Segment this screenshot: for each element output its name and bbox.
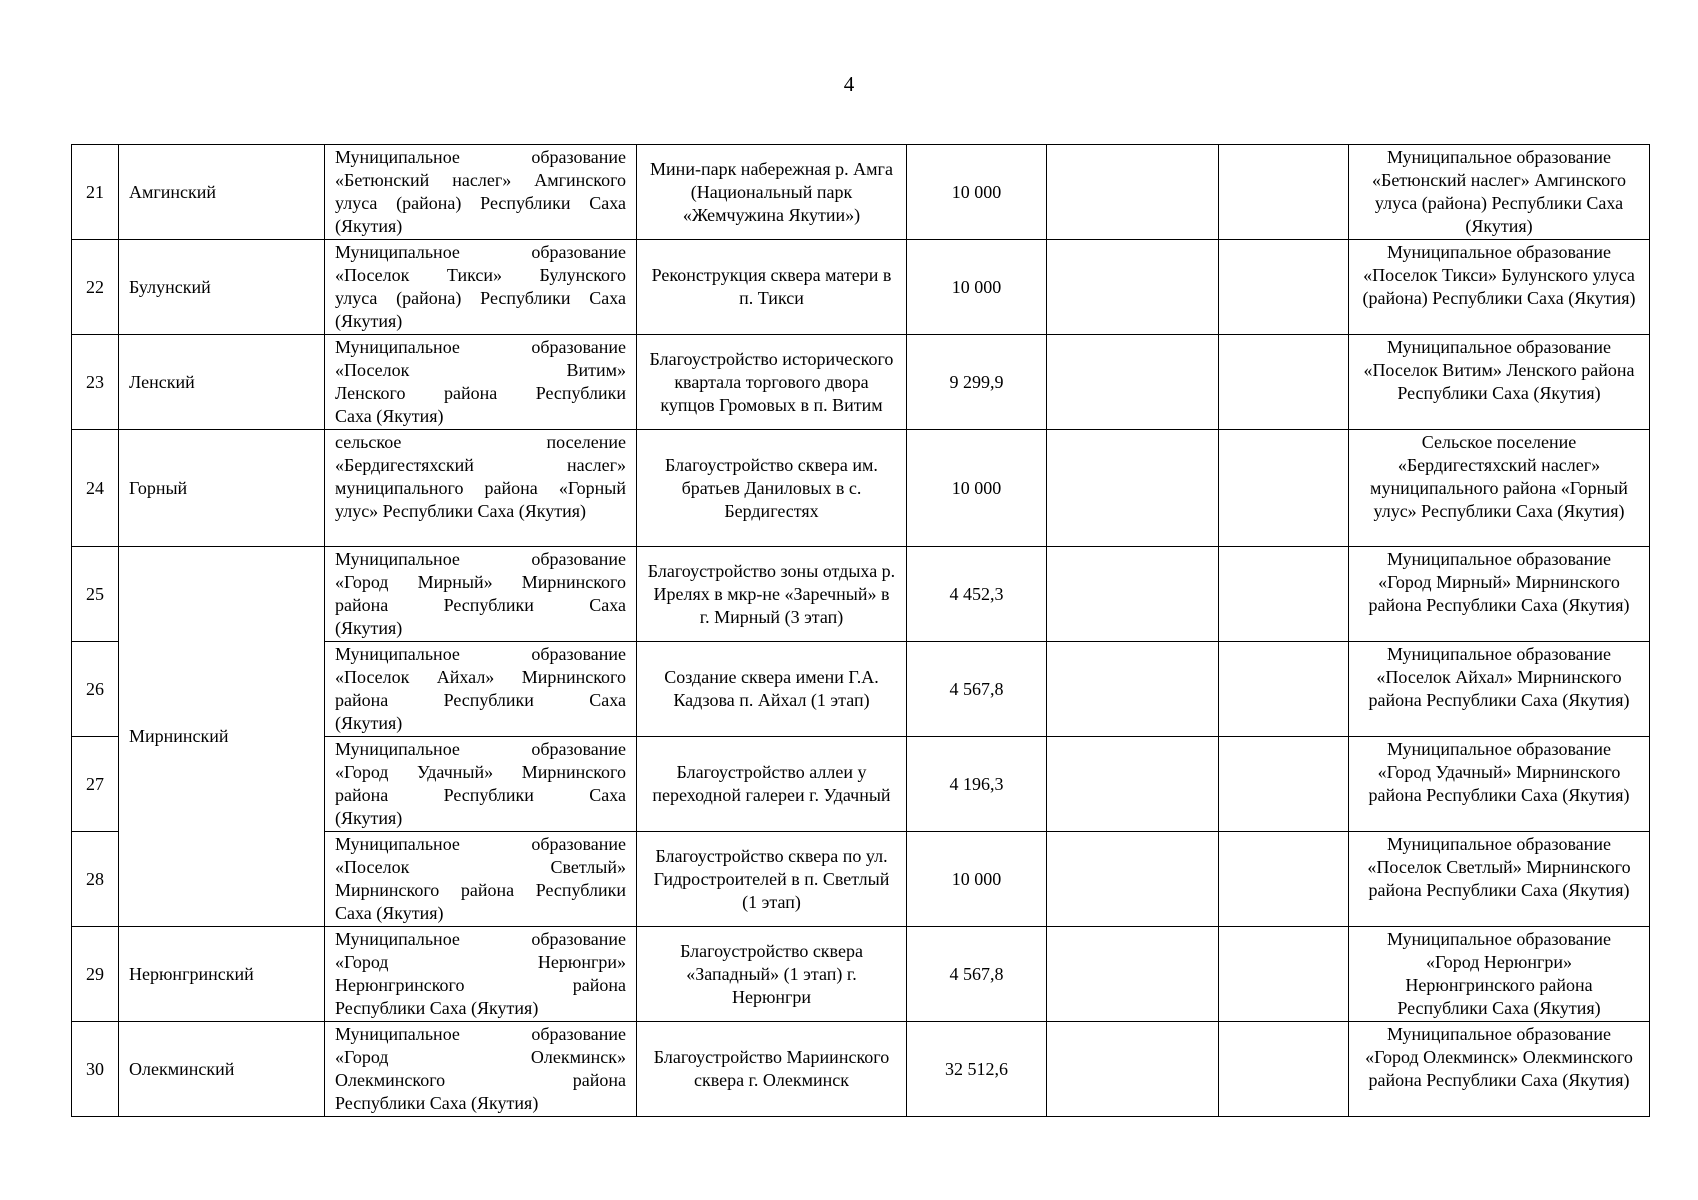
municipality-line: «Город Мирный» Мирнинского (335, 572, 626, 592)
empty-cell (1047, 547, 1219, 642)
row-number-cell: 28 (72, 832, 119, 927)
municipality-line: муниципального района «Горный (335, 478, 626, 498)
empty-cell (1047, 642, 1219, 737)
empty-cell (1047, 927, 1219, 1022)
empty-cell (1047, 335, 1219, 430)
responsible-cell: Муниципальное образование «Город Олекминск» Олекминского района Республики Саха (Якутия) (1349, 1022, 1650, 1117)
empty-cell (1219, 642, 1349, 737)
empty-cell (1047, 430, 1219, 547)
municipality-line: (Якутия) (335, 311, 403, 331)
district-cell: Олекминский (119, 1022, 325, 1117)
row-number-cell: 21 (72, 145, 119, 240)
responsible-cell: Муниципальное образование «Бетюнский наслег» Амгинского улуса (района) Республики Саха (Якутия) (1349, 145, 1650, 240)
empty-cell (1219, 737, 1349, 832)
municipality-cell (325, 642, 637, 737)
page-number: 4 (843, 72, 855, 96)
amount-cell: 10 000 (907, 145, 1047, 240)
responsible-cell: Муниципальное образование «Поселок Светлый» Мирнинского района Республики Саха (Якутия) (1349, 832, 1650, 927)
table-row (72, 1022, 1650, 1117)
municipality-line: района Республики Саха (335, 785, 626, 805)
district-cell: Нерюнгринский (119, 927, 325, 1022)
row-number-cell: 26 (72, 642, 119, 737)
district-cell: Ленский (119, 335, 325, 430)
empty-cell (1047, 832, 1219, 927)
municipality-line: «Бетюнский наслег» Амгинского (335, 170, 626, 190)
empty-cell (1219, 430, 1349, 547)
municipality-cell (325, 927, 637, 1022)
projects-table (71, 144, 1650, 1117)
project-cell: Благоустройство зоны отдыха р. Ирелях в мкр-не «Заречный» в г. Мирный (3 этап) (637, 547, 907, 642)
municipality-line: «Поселок Айхал» Мирнинского (335, 667, 626, 687)
empty-cell (1219, 145, 1349, 240)
municipality-line: «Город Нерюнгри» (335, 952, 626, 972)
municipality-line: «Поселок Светлый» (335, 857, 626, 877)
amount-cell: 4 196,3 (907, 737, 1047, 832)
municipality-line: (Якутия) (335, 713, 403, 733)
responsible-cell: Муниципальное образование «Поселок Айхал» Мирнинского района Республики Саха (Якутия) (1349, 642, 1650, 737)
district-cell: Амгинский (119, 145, 325, 240)
empty-cell (1047, 240, 1219, 335)
municipality-cell (325, 1022, 637, 1117)
municipality-line: «Поселок Витим» (335, 360, 626, 380)
municipality-line: «Город Олекминск» (335, 1047, 626, 1067)
row-number-cell: 22 (72, 240, 119, 335)
responsible-cell: Муниципальное образование «Поселок Витим» Ленского района Республики Саха (Якутия) (1349, 335, 1650, 430)
municipality-line: Саха (Якутия) (335, 406, 444, 426)
amount-cell: 10 000 (907, 430, 1047, 547)
municipality-line: улуса (района) Республики Саха (335, 288, 626, 308)
table-row (72, 335, 1650, 430)
municipality-line: Саха (Якутия) (335, 903, 444, 923)
row-number-cell: 30 (72, 1022, 119, 1117)
amount-cell: 10 000 (907, 832, 1047, 927)
municipality-line: (Якутия) (335, 808, 403, 828)
municipality-line: Республики Саха (Якутия) (335, 998, 539, 1018)
row-number-cell: 23 (72, 335, 119, 430)
municipality-line: Муниципальное образование (335, 644, 626, 664)
amount-cell: 9 299,9 (907, 335, 1047, 430)
municipality-cell (325, 335, 637, 430)
empty-cell (1047, 1022, 1219, 1117)
municipality-line: Муниципальное образование (335, 739, 626, 759)
empty-cell (1047, 145, 1219, 240)
municipality-line: Муниципальное образование (335, 147, 626, 167)
municipality-cell (325, 145, 637, 240)
project-cell: Благоустройство аллеи у переходной галереи г. Удачный (637, 737, 907, 832)
row-number-cell: 29 (72, 927, 119, 1022)
responsible-cell: Сельское поселение «Бердигестяхский наслег» муниципального района «Горный улус» Республики Саха (Якутия) (1349, 430, 1650, 547)
amount-cell: 4 452,3 (907, 547, 1047, 642)
municipality-line: сельское поселение (335, 432, 626, 452)
responsible-cell: Муниципальное образование «Город Мирный» Мирнинского района Республики Саха (Якутия) (1349, 547, 1650, 642)
municipality-line: (Якутия) (335, 618, 403, 638)
empty-cell (1219, 547, 1349, 642)
table-row (72, 430, 1650, 547)
empty-cell (1219, 1022, 1349, 1117)
table-row (72, 547, 1650, 642)
row-number-cell: 24 (72, 430, 119, 547)
municipality-line: Мирнинского района Республики (335, 880, 626, 900)
amount-cell: 4 567,8 (907, 927, 1047, 1022)
municipality-line: улус» Республики Саха (Якутия) (335, 501, 586, 521)
municipality-line: Нерюнгринского района (335, 975, 626, 995)
project-cell: Благоустройство сквера «Западный» (1 этап) г. Нерюнгри (637, 927, 907, 1022)
municipality-line: Муниципальное образование (335, 834, 626, 854)
table-row (72, 240, 1650, 335)
municipality-line: «Город Удачный» Мирнинского (335, 762, 626, 782)
municipality-cell (325, 737, 637, 832)
municipality-line: Олекминского района (335, 1070, 626, 1090)
amount-cell: 4 567,8 (907, 642, 1047, 737)
row-number-cell: 25 (72, 547, 119, 642)
responsible-cell: Муниципальное образование «Город Удачный» Мирнинского района Республики Саха (Якутия) (1349, 737, 1650, 832)
empty-cell (1047, 737, 1219, 832)
district-cell: Булунский (119, 240, 325, 335)
municipality-line: Муниципальное образование (335, 242, 626, 262)
municipality-cell (325, 240, 637, 335)
district-cell: Горный (119, 430, 325, 547)
project-cell: Благоустройство исторического квартала торгового двора купцов Громовых в п. Витим (637, 335, 907, 430)
amount-cell: 10 000 (907, 240, 1047, 335)
row-number-cell: 27 (72, 737, 119, 832)
project-cell: Реконструкция сквера матери в п. Тикси (637, 240, 907, 335)
project-cell: Благоустройство сквера по ул. Гидростроителей в п. Светлый (1 этап) (637, 832, 907, 927)
municipality-cell (325, 430, 637, 547)
municipality-cell (325, 832, 637, 927)
municipality-line: Ленского района Республики (335, 383, 626, 403)
empty-cell (1219, 240, 1349, 335)
municipality-line: Муниципальное образование (335, 1024, 626, 1044)
empty-cell (1219, 832, 1349, 927)
project-cell: Благоустройство Мариинского сквера г. Олекминск (637, 1022, 907, 1117)
empty-cell (1219, 927, 1349, 1022)
municipality-line: улуса (района) Республики Саха (335, 193, 626, 213)
municipality-line: района Республики Саха (335, 595, 626, 615)
municipality-line: района Республики Саха (335, 690, 626, 710)
municipality-line: Муниципальное образование (335, 337, 626, 357)
table-body (72, 145, 1650, 1117)
municipality-line: Муниципальное образование (335, 929, 626, 949)
table-row (72, 927, 1650, 1022)
amount-cell: 32 512,6 (907, 1022, 1047, 1117)
project-cell: Создание сквера имени Г.А. Кадзова п. Айхал (1 этап) (637, 642, 907, 737)
municipality-line: «Бердигестяхский наслег» (335, 455, 626, 475)
project-cell: Благоустройство сквера им. братьев Даниловых в с. Бердигестях (637, 430, 907, 547)
project-cell: Мини-парк набережная р. Амга (Национальный парк «Жемчужина Якутии») (637, 145, 907, 240)
responsible-cell: Муниципальное образование «Поселок Тикси» Булунского улуса (района) Республики Саха (Якутия) (1349, 240, 1650, 335)
municipality-line: Республики Саха (Якутия) (335, 1093, 539, 1113)
table-row (72, 145, 1650, 240)
district-cell: Мирнинский (119, 547, 325, 927)
municipality-line: (Якутия) (335, 216, 403, 236)
responsible-cell: Муниципальное образование «Город Нерюнгри» Нерюнгринского района Республики Саха (Якутия) (1349, 927, 1650, 1022)
municipality-line: Муниципальное образование (335, 549, 626, 569)
empty-cell (1219, 335, 1349, 430)
municipality-line: «Поселок Тикси» Булунского (335, 265, 626, 285)
municipality-cell (325, 547, 637, 642)
